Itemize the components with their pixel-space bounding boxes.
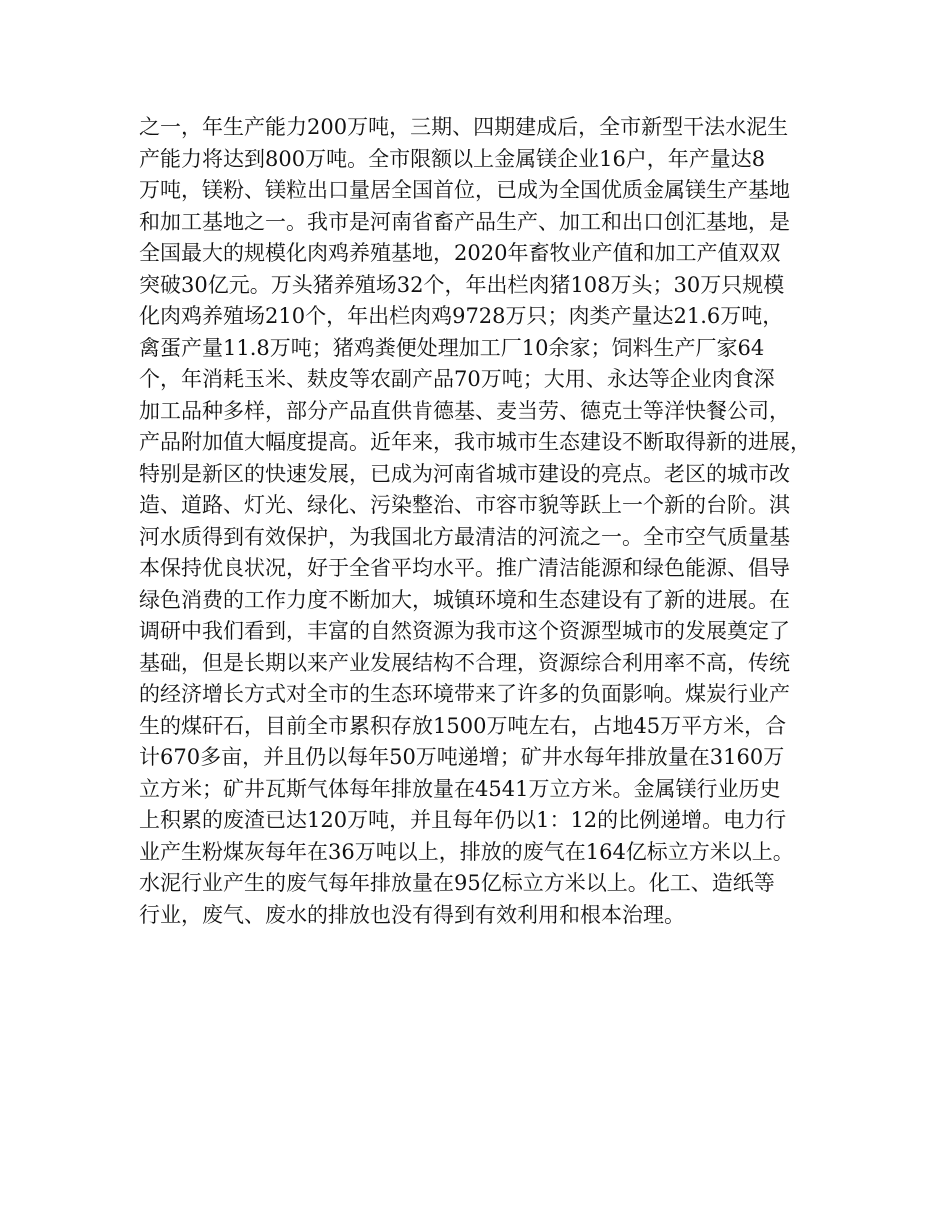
text-line: 和加工基地之一。我市是河南省畜产品生产、加工和出口创汇基地，是	[139, 209, 790, 234]
text-line: 突破30亿元。万头猪养殖场32个，年出栏肉猪108万头；30万只规模	[139, 272, 785, 297]
text-line: 绿色消费的工作力度不断加大，城镇环境和生态建设有了新的进展。在	[139, 587, 790, 612]
text-line: 基础，但是长期以来产业发展结构不合理，资源综合利用率不高，传统	[139, 650, 790, 675]
text-line: 行业，废气、废水的排放也没有得到有效利用和根本治理。	[139, 902, 685, 927]
text-line: 的经济增长方式对全市的生态环境带来了许多的负面影响。煤炭行业产	[139, 682, 790, 706]
body-paragraph	[139, 112, 829, 931]
text-line: 之一，年生产能力200万吨，三期、四期建成后，全市新型干法水泥生	[139, 115, 789, 139]
text-line: 个，年消耗玉米、麸皮等农副产品70万吨；大用、永达等企业肉食深	[139, 367, 775, 391]
text-line: 禽蛋产量11.8万吨；猪鸡粪便处理加工厂10余家；饲料生产厂家64	[139, 335, 765, 360]
text-line: 万吨，镁粉、镁粒出口量居全国首位，已成为全国优质金属镁生产基地	[139, 178, 790, 202]
text-line: 全国最大的规模化肉鸡养殖基地，2020年畜牧业产值和加工产值双双	[139, 241, 781, 265]
text-line: 造、道路、灯光、绿化、污染整治、市容市貌等跃上一个新的台阶。淇	[139, 493, 790, 517]
text-line: 水泥行业产生的废气每年排放量在95亿标立方米以上。化工、造纸等	[139, 871, 775, 895]
text-line: 调研中我们看到，丰富的自然资源为我市这个资源型城市的发展奠定了	[139, 619, 790, 643]
text-line: 加工品种多样，部分产品直供肯德基、麦当劳、德克士等洋快餐公司，	[139, 398, 790, 423]
text-line: 特别是新区的快速发展，已成为河南省城市建设的亮点。老区的城市改	[139, 461, 790, 486]
text-line: 计670多亩，并且仍以每年50万吨递增；矿井水每年排放量在3160万	[139, 745, 785, 769]
text-line: 化肉鸡养殖场210个，年出栏肉鸡9728万只；肉类产量达21.6万吨，	[139, 304, 784, 328]
text-line: 生的煤矸石，目前全市累积存放1500万吨左右，占地45万平方米，合	[139, 713, 787, 738]
text-line: 产能力将达到800万吨。全市限额以上金属镁企业16户，年产量达8	[139, 146, 766, 171]
text-line: 上积累的废渣已达120万吨，并且每年仍以1：12的比例递增。电力行	[139, 808, 787, 832]
text-line: 业产生粉煤灰每年在36万吨以上，排放的废气在164亿标立方米以上。	[139, 839, 794, 864]
text-line: 河水质得到有效保护，为我国北方最清洁的河流之一。全市空气质量基	[139, 524, 790, 549]
text-line: 立方米；矿井瓦斯气体每年排放量在4541万立方米。金属镁行业历史	[139, 776, 781, 801]
text-line: 本保持优良状况，好于全省平均水平。推广清洁能源和绿色能源、倡导	[139, 556, 790, 580]
text-line: 产品附加值大幅度提高。近年来，我市城市生态建设不断取得新的进展，	[139, 430, 811, 454]
